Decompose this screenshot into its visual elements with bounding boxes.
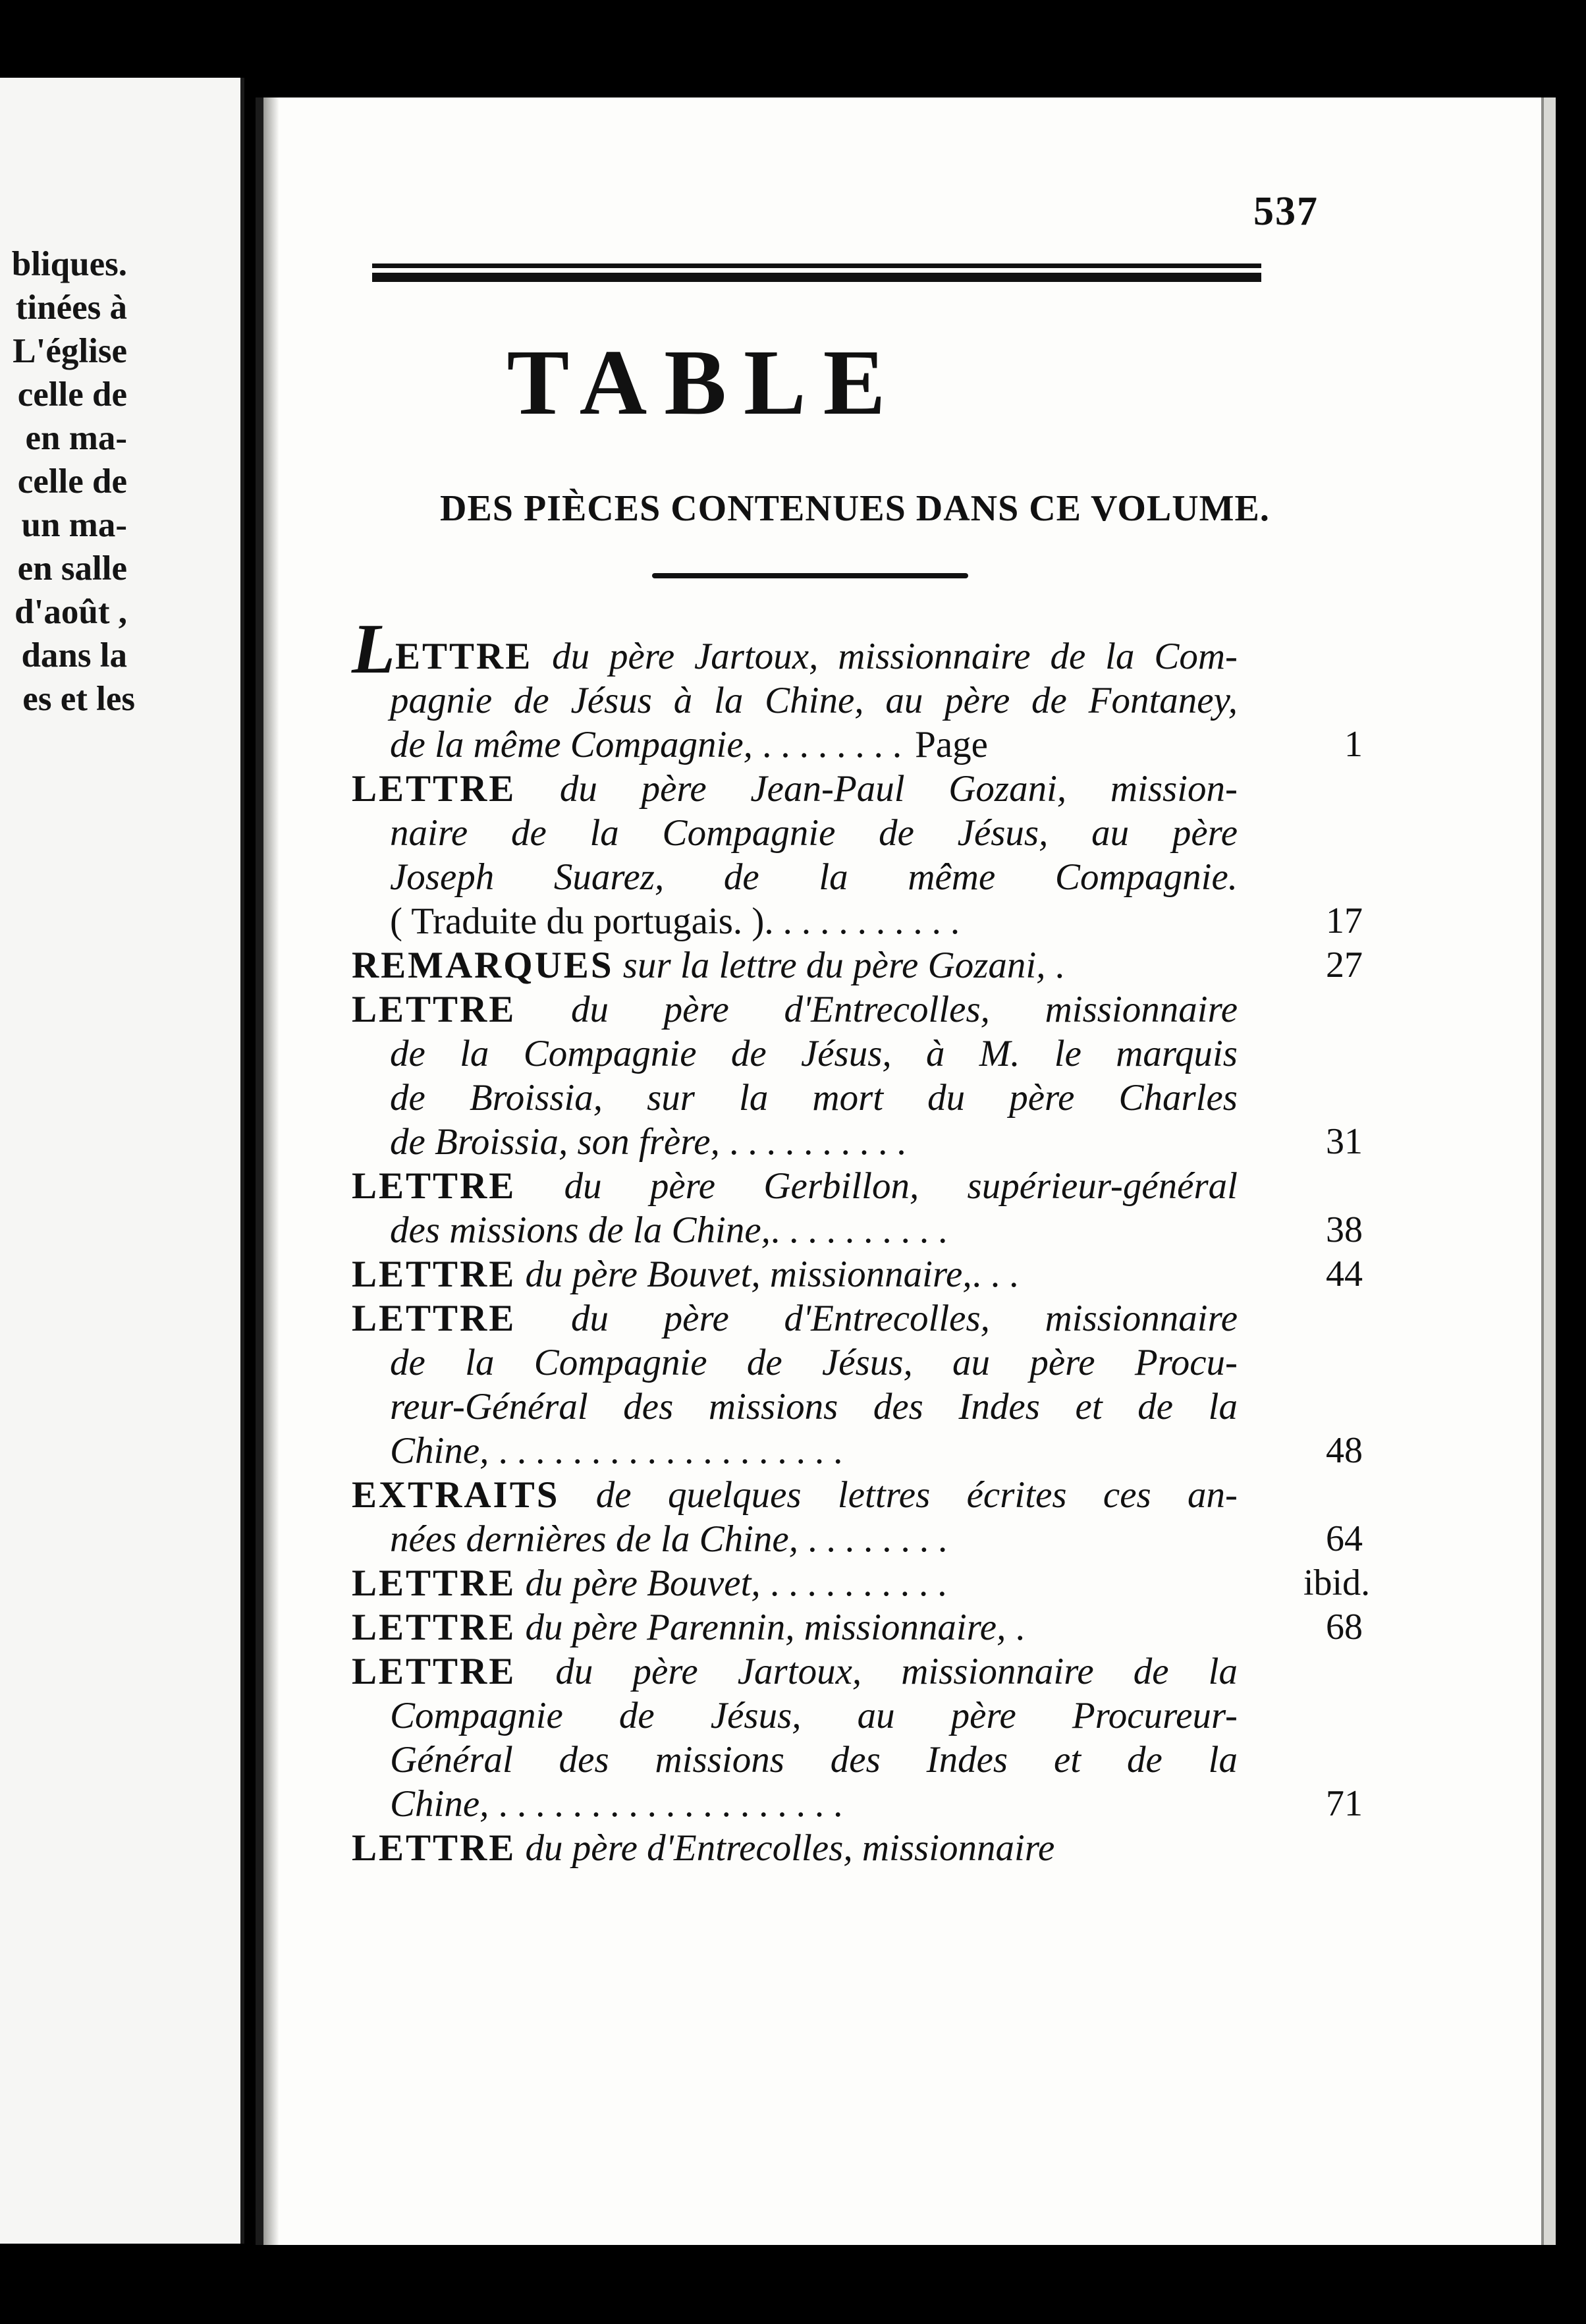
- toc-entry-lead: LETTRE: [352, 1607, 516, 1648]
- toc-line: [352, 1208, 1363, 1252]
- table-of-contents: [352, 610, 1371, 1870]
- toc-page-number: 64: [1326, 1518, 1363, 1559]
- left-facing-page: [0, 78, 244, 2244]
- toc-line: [352, 1385, 1238, 1429]
- short-rule-divider: [652, 573, 968, 578]
- rule-thin: [372, 263, 1261, 268]
- dot-leader: ........: [807, 1518, 957, 1560]
- toc-entry-text: ( Traduite du portugais. ): [390, 900, 765, 942]
- toc-entry: [352, 1296, 1363, 1473]
- toc-entry-text: Compagnie de Jésus, au père Procureur-: [390, 1695, 1238, 1736]
- dot-leader: .: [1015, 1607, 1034, 1648]
- dot-leader: ..........: [769, 1563, 956, 1604]
- toc-line: [352, 1694, 1238, 1738]
- left-line: L'église: [13, 332, 127, 370]
- toc-page-number: 31: [1326, 1121, 1363, 1162]
- toc-entry-text: Général des missions des Indes et de la: [390, 1739, 1238, 1781]
- toc-entry: [352, 1164, 1363, 1252]
- toc-entry: [352, 767, 1363, 943]
- toc-entry-text: du père Parennin, missionnaire,: [525, 1607, 1006, 1648]
- toc-entry-lead: LETTRE: [352, 1651, 516, 1692]
- toc-entry-text: Chine,: [390, 1430, 489, 1472]
- toc-entry-lead: REMARQUES: [352, 945, 614, 986]
- page-label: Page: [915, 724, 988, 765]
- left-line: dans la: [21, 636, 127, 675]
- toc-entry-text: du père Gerbillon, supérieur-général: [564, 1165, 1238, 1207]
- toc-line: [352, 855, 1238, 899]
- toc-entry-text: du père Jartoux, missionnaire de la Com-: [552, 636, 1238, 677]
- dot-leader: ...........: [764, 900, 970, 942]
- toc-line: [352, 1473, 1238, 1517]
- toc-entry: [352, 1649, 1363, 1826]
- toc-entry: [352, 1605, 1363, 1649]
- toc-line: [352, 1341, 1238, 1385]
- toc-entry-text: de la Compagnie de Jésus, à M. le marquis: [390, 1033, 1238, 1074]
- dot-leader: ..........: [770, 1209, 957, 1251]
- toc-entry: [352, 943, 1363, 987]
- toc-entry-text: de quelques lettres écrites ces an-: [595, 1474, 1238, 1516]
- toc-line: [352, 1605, 1363, 1649]
- toc-entry-text: de la Compagnie de Jésus, au père Procu-: [390, 1342, 1238, 1383]
- toc-entry: [352, 1252, 1363, 1296]
- toc-entry-text: de Broissia, sur la mort du père Charles: [390, 1077, 1238, 1119]
- toc-line: [352, 1076, 1238, 1120]
- toc-entry-text: de la même Compagnie,: [390, 724, 753, 765]
- drop-cap: L: [352, 610, 395, 688]
- toc-entry-text: reur-Général des missions des Indes et de la: [390, 1386, 1238, 1427]
- toc-line: [352, 1429, 1363, 1473]
- toc-entry-lead: LETTRE: [352, 989, 516, 1030]
- left-line: bliques.: [11, 245, 127, 283]
- toc-page-number: 1: [1344, 724, 1363, 765]
- dot-leader: ........: [762, 724, 912, 765]
- toc-entry-text: du père d'Entrecolles, missionnaire: [570, 989, 1238, 1030]
- toc-page-number: 44: [1326, 1254, 1363, 1294]
- toc-entry-lead: LETTRE: [352, 768, 516, 810]
- toc-entry-lead: LETTRE: [352, 1254, 516, 1295]
- toc-line: [352, 610, 1238, 688]
- toc-page-number: 48: [1326, 1430, 1363, 1471]
- toc-page-number: 17: [1326, 900, 1363, 941]
- toc-entry: [352, 610, 1363, 767]
- toc-line: [352, 811, 1238, 855]
- toc-entry-text: pagnie de Jésus à la Chine, au père de Fontaney,: [390, 680, 1238, 721]
- toc-entry-text: Chine,: [390, 1783, 489, 1825]
- toc-line: [352, 943, 1363, 987]
- toc-entry: [352, 1473, 1363, 1561]
- dot-leader: ...................: [498, 1430, 852, 1472]
- left-line: es et les: [22, 680, 135, 718]
- toc-page-number: 38: [1326, 1209, 1363, 1250]
- toc-line: [352, 723, 1363, 767]
- toc-line: [352, 987, 1238, 1032]
- toc-page-number: 27: [1326, 945, 1363, 985]
- toc-entry-lead: ETTRE: [395, 636, 533, 677]
- toc-page-number: 68: [1326, 1607, 1363, 1647]
- toc-page-number: 71: [1326, 1783, 1363, 1824]
- toc-line: [352, 1296, 1238, 1341]
- toc-line: [352, 1561, 1371, 1605]
- toc-line: [352, 1826, 1300, 1870]
- toc-entry-text: sur la lettre du père Gozani,: [622, 945, 1046, 986]
- toc-entry-text: du père Jean-Paul Gozani, mission-: [559, 768, 1238, 810]
- toc-entry-text: du père Jartoux, missionnaire de la: [555, 1651, 1238, 1692]
- dot-leader: ...: [971, 1254, 1028, 1295]
- toc-line: [352, 678, 1238, 723]
- toc-entry-text: nées dernières de la Chine,: [390, 1518, 798, 1560]
- dot-leader: .: [1054, 945, 1074, 986]
- toc-entry-text: du père d'Entrecolles, missionnaire: [570, 1298, 1238, 1339]
- toc-entry-text: de Broissia, son frère,: [390, 1121, 720, 1163]
- page-title: [263, 328, 1554, 436]
- left-line: celle de: [17, 375, 127, 414]
- page-title-text: TABLE: [506, 330, 903, 434]
- toc-entry-lead: LETTRE: [352, 1563, 516, 1604]
- page-subtitle: DES PIÈCES CONTENUES DANS CE VOLUME.: [440, 488, 1270, 529]
- toc-line: [352, 1782, 1363, 1826]
- left-line: en ma-: [25, 419, 127, 457]
- toc-entry-text: Joseph Suarez, de la même Compagnie.: [390, 856, 1238, 898]
- left-page-text: [11, 242, 135, 721]
- left-line: d'août ,: [14, 593, 127, 631]
- toc-line: [352, 1738, 1238, 1782]
- toc-entry: [352, 1561, 1371, 1605]
- toc-entry-text: du père Bouvet, missionnaire,: [525, 1254, 972, 1295]
- dot-leader: ...................: [498, 1783, 852, 1825]
- left-line: en salle: [17, 549, 127, 588]
- toc-entry-text: des missions de la Chine,: [390, 1209, 771, 1251]
- toc-entry-lead: EXTRAITS: [352, 1474, 560, 1516]
- toc-line: [352, 1164, 1238, 1208]
- toc-entry-lead: LETTRE: [352, 1165, 516, 1207]
- toc-entry: [352, 987, 1363, 1164]
- main-page: [256, 97, 1556, 2245]
- toc-line: [352, 767, 1238, 811]
- toc-entry-text: naire de la Compagnie de Jésus, au père: [390, 812, 1238, 854]
- toc-line: [352, 1032, 1238, 1076]
- left-line: celle de: [17, 462, 127, 501]
- page-number: 537: [1253, 189, 1319, 234]
- toc-entry: [352, 1826, 1300, 1870]
- toc-line: [352, 1517, 1363, 1561]
- dot-leader: ..........: [729, 1121, 916, 1163]
- toc-line: [352, 1649, 1238, 1694]
- toc-page-number: ibid.: [1303, 1563, 1371, 1603]
- left-line: tinées à: [15, 289, 127, 327]
- toc-entry-lead: LETTRE: [352, 1298, 516, 1339]
- toc-line: [352, 1120, 1363, 1164]
- double-rule-divider: [372, 261, 1261, 283]
- toc-entry-lead: LETTRE: [352, 1827, 516, 1869]
- toc-line: [352, 899, 1363, 943]
- rule-thick: [372, 273, 1261, 282]
- left-line: un ma-: [21, 506, 127, 544]
- toc-entry-text: du père d'Entrecolles, missionnaire: [525, 1827, 1055, 1869]
- toc-line: [352, 1252, 1363, 1296]
- toc-entry-text: du père Bouvet,: [525, 1563, 761, 1604]
